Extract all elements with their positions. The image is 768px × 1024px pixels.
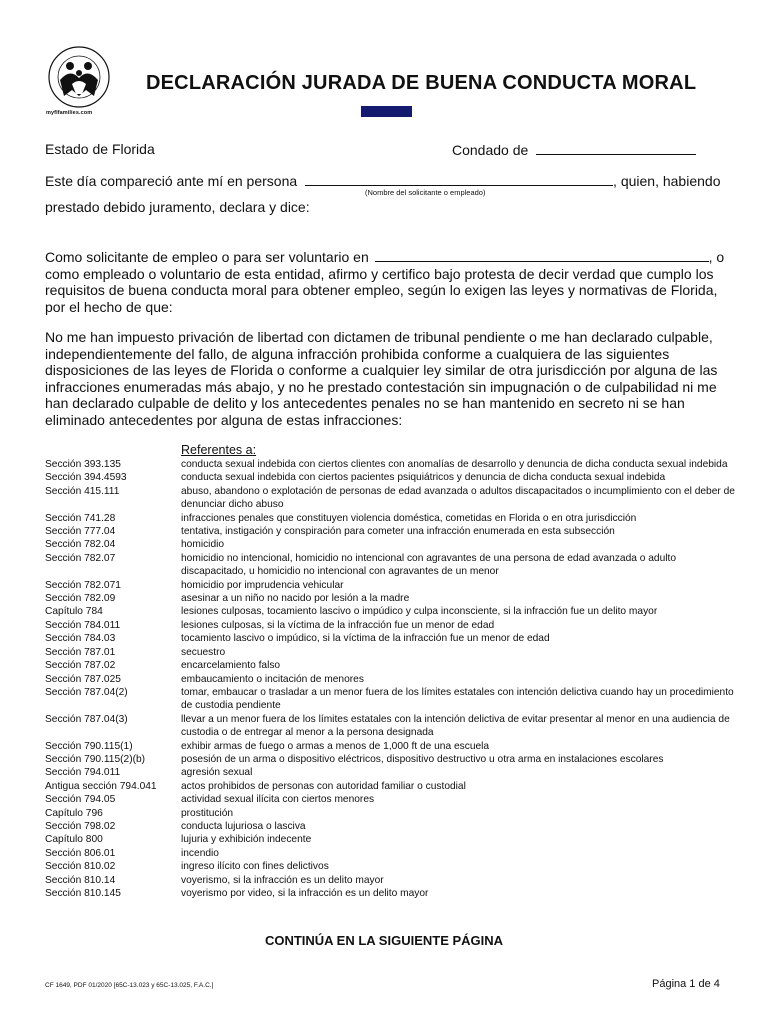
reference-description: abuso, abandono o explotación de personas de edad avanzada o adultos discapacitados o incumplimiento con el deber de denunciar dicho abuso: [181, 485, 735, 511]
reference-section: Capítulo 784: [45, 606, 103, 618]
reference-section: Sección 787.025: [45, 673, 121, 685]
reference-description: ingreso ilícito con fines delictivos: [181, 861, 329, 873]
reference-row: [45, 874, 735, 887]
solicitante-prefix: Como solicitante de empleo o para ser voluntario en: [45, 249, 369, 265]
reference-description: homicidio no intencional, homicidio no intencional con agravantes de una persona de edad avanzada o adulto discapacitado, u homicidio no intencional con agravantes de un menor: [181, 552, 677, 578]
reference-description: conducta sexual indebida con ciertos pacientes psiquiátricos y denuncia de dicha conducta sexual indebida: [181, 472, 666, 484]
reference-row: [45, 833, 735, 846]
reference-description: agresión sexual: [181, 767, 253, 779]
comparecio-row: [45, 172, 720, 189]
entidad-field[interactable]: [375, 248, 709, 262]
reference-row: [45, 592, 735, 605]
reference-row: [45, 807, 735, 820]
reference-row: [45, 538, 735, 551]
reference-row: [45, 458, 735, 471]
reference-section: Sección 782.04: [45, 539, 116, 551]
reference-section: Capítulo 800: [45, 834, 103, 846]
reference-description: actividad sexual ilícita con ciertos menores: [181, 794, 375, 806]
logo-caption: myflfamilies.com: [46, 110, 93, 116]
reference-row: [45, 740, 735, 753]
solicitante-rest: como empleado o voluntario de esta entidad, afirmo y certifico bajo protesta de decir verdad que cumplo los requisitos de buena conducta moral para obtener empleo, según lo exigen las leyes y normativas de Florida, por el hecho de que:: [45, 265, 718, 315]
reference-section: Sección 777.04: [45, 526, 116, 538]
reference-section: Sección 806.01: [45, 847, 116, 859]
reference-section: Sección 784.03: [45, 633, 116, 645]
document-title: DECLARACIÓN JURADA DE BUENA CONDUCTA MORAL: [146, 72, 697, 94]
reference-description: voyerismo por video, si la infracción es un delito mayor: [181, 888, 429, 899]
prestado-label: prestado debido juramento, declara y dice:: [45, 199, 310, 215]
reference-description: conducta sexual indebida con ciertos clientes con anomalías de desarrollo y denuncia de dicha conducta sexual indebida: [181, 459, 728, 470]
nombre-caption: (Nombre del solicitante o empleado): [365, 188, 486, 197]
title-underline-bar: [361, 106, 412, 117]
reference-description: actos prohibidos de personas con autoridad familiar o custodial: [181, 780, 466, 792]
reference-description: infracciones penales que constituyen violencia doméstica, cometidas en Florida o en otra jurisdicción: [181, 512, 637, 524]
reference-row: [45, 525, 735, 538]
reference-description: voyerismo, si la infracción es un delito mayor: [181, 874, 384, 886]
condado-field[interactable]: [536, 141, 696, 155]
reference-description: encarcelamiento falso: [181, 660, 281, 672]
reference-row: [45, 860, 735, 873]
reference-section: Sección 394.4593: [45, 472, 127, 484]
reference-row: [45, 673, 735, 686]
reference-section: Sección 787.01: [45, 646, 116, 658]
reference-description: tocamiento lascivo o impúdico, si la víctima de la infracción fue un menor de edad: [181, 633, 550, 645]
reference-row: [45, 820, 735, 833]
continue-notice: CONTINÚA EN LA SIGUIENTE PÁGINA: [264, 933, 504, 948]
quien-label: , quien, habiendo: [613, 173, 721, 189]
reference-section: Antigua sección 794.041: [45, 780, 157, 792]
reference-description: posesión de un arma o dispositivo eléctricos, dispositivo destructivo u otra arma en instalaciones escolares: [181, 753, 664, 765]
comparecio-label: Este día compareció ante mí en persona: [45, 173, 298, 189]
reference-description: secuestro: [181, 646, 226, 658]
reference-description: embaucamiento o incitación de menores: [181, 673, 364, 685]
reference-description: homicidio: [181, 539, 225, 551]
reference-section: Capítulo 796: [45, 807, 103, 819]
references-heading-colon: :: [252, 443, 257, 457]
reference-section: Sección 415.111: [45, 485, 120, 497]
reference-description: exhibir armas de fuego o armas a menos de 1,000 ft de una escuela: [181, 740, 490, 752]
reference-section: Sección 787.04(3): [45, 713, 128, 725]
reference-row: [45, 485, 735, 512]
reference-description: lujuria y exhibición indecente: [181, 834, 312, 846]
reference-row: [45, 780, 735, 793]
declaration-paragraph: No me han impuesto privación de libertad con dictamen de tribunal pendiente o me han declarado culpable, independientemente del fallo, de alguna infracción prohibida conforme a cualquiera de las siguientes disposiciones de las leyes de Florida o conforme a cualquier ley similar de otra jurisdicción por alguna de las infracciones enumeradas más abajo, y no he prestado contestación sin impugnación o de culpabilidad ni me han declarado culpable de delito y los antecedentes penales no se han mantenido en secreto ni se han eliminado antecedentes por alguna de estas infracciones:: [45, 329, 718, 428]
reference-row: [45, 753, 735, 766]
reference-row: [45, 847, 735, 860]
reference-section: Sección 782.071: [45, 579, 121, 591]
references-list: [45, 458, 735, 900]
form-id: CF 1649, PDF 01/2020 [65C-13.023 y 65C-13.025, F.A.C.]: [45, 982, 214, 989]
reference-row: [45, 766, 735, 779]
reference-row: [45, 632, 735, 645]
solicitante-paragraph: [45, 248, 737, 315]
reference-section: Sección 393.135: [45, 459, 121, 470]
reference-section: Sección 794.011: [45, 767, 121, 779]
page-number: Página 1 de 4: [652, 978, 720, 990]
reference-row: [45, 552, 735, 579]
reference-description: conducta lujuriosa o lasciva: [181, 820, 306, 832]
reference-section: Sección 810.14: [45, 874, 116, 886]
references-heading-text: Referentes a: [181, 443, 253, 457]
reference-section: Sección 784.011: [45, 619, 121, 631]
reference-row: [45, 579, 735, 592]
reference-section: Sección 782.07: [45, 552, 116, 564]
reference-section: Sección 787.04(2): [45, 686, 128, 698]
reference-description: lesiones culposas, si la víctima de la infracción fue un menor de edad: [181, 619, 495, 631]
reference-section: Sección 798.02: [45, 820, 116, 832]
reference-description: incendio: [181, 847, 219, 859]
condado-label: Condado de: [452, 142, 529, 158]
reference-section: Sección 741.28: [45, 512, 116, 524]
solicitante-suffix: , o: [708, 249, 725, 265]
reference-row: [45, 793, 735, 806]
reference-description: homicidio por imprudencia vehicular: [181, 579, 344, 591]
reference-section: Sección 810.145: [45, 888, 121, 899]
reference-section: Sección 790.115(1): [45, 740, 133, 752]
reference-section: Sección 794.05: [45, 794, 116, 806]
reference-row: [45, 686, 735, 713]
reference-row: [45, 471, 735, 484]
condado-row: [452, 141, 696, 158]
reference-description: lesiones culposas, tocamiento lascivo o impúdico y culpa inconsciente, si la infracción fue un delito mayor: [181, 606, 658, 618]
reference-row: [45, 713, 735, 740]
reference-description: tomar, embaucar o trasladar a un menor fuera de los límites estatales con intención delictiva cuando hay un procedimiento de custodia pendiente: [181, 686, 734, 712]
reference-row: [45, 646, 735, 659]
reference-row: [45, 512, 735, 525]
reference-section: Sección 810.02: [45, 861, 116, 873]
nombre-field[interactable]: [305, 172, 613, 186]
reference-row: [45, 659, 735, 672]
references-heading: [181, 443, 256, 457]
reference-section: Sección 782.09: [45, 593, 116, 605]
dcf-logo: [44, 44, 114, 120]
reference-description: asesinar a un niño no nacido por lesión a la madre: [181, 593, 410, 605]
reference-description: prostitución: [181, 807, 234, 819]
reference-row: [45, 605, 735, 618]
reference-section: Sección 790.115(2)(b): [45, 753, 146, 765]
reference-section: Sección 787.02: [45, 660, 116, 672]
reference-row: [45, 887, 735, 900]
reference-row: [45, 619, 735, 632]
estado-label: Estado de Florida: [45, 141, 155, 157]
reference-description: tentativa, instigación y conspiración para cometer una infracción enumerada en esta subsección: [181, 526, 615, 538]
reference-description: llevar a un menor fuera de los límites estatales con la intención delictiva de evitar presentar al menor en una audiencia de custodia o de entregar al menor a la persona designada: [181, 713, 730, 739]
